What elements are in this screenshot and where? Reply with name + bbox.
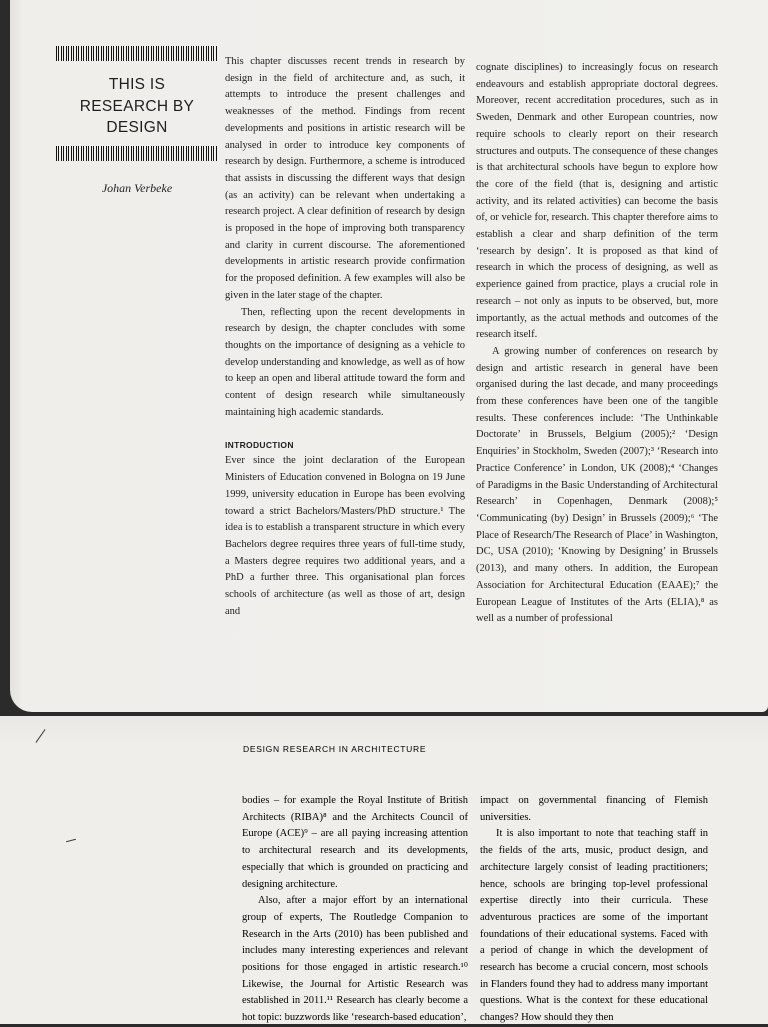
paragraph: Ever since the joint declaration of the European Ministers of Education convened in Bologna on 19 June 1999, university education in Europe has been evolving toward a strict Bachelors/Masters/PhD structure.¹ The idea is to establish a transparent structure in which every Bachelors degree requires three years of full-time study, a Masters degree requires two additional years, and a PhD a further three. This organisational plan forces schools of architecture (as well as those of art, design and	[225, 455, 465, 617]
margin-mark	[36, 729, 46, 743]
paragraph: cognate disciplines) to increasingly focus on research endeavours and establish appropriate doctoral degrees. Moreover, recent accreditation procedures, such as in Sweden, Denmark and other European countries, now require schools to clearly report on their research structures and outputs. The consequence of these changes is that architectural schools have begun to explore how the core of the field (that is, designing and artistic activity, and its related activities) can become the basis of, or vehicle for, research. This chapter therefore aims to establish a clear and sharp definition of the term ‘research by design’. It is proposed as that kind of research in which the process of designing, as well as experience gained from practice, plays a crucial role in research – not only as inputs to be observed, but, more importantly, as the actual methods and outcomes of the research itself.	[476, 62, 718, 341]
author-name: Johan Verbeke	[101, 181, 173, 195]
paragraph: impact on governmental financing of Flemish universities.	[480, 795, 708, 823]
title-line: THIS IS	[108, 76, 166, 93]
margin-mark	[66, 839, 76, 843]
page2-column-right	[480, 793, 708, 1027]
section-heading: INTRODUCTION	[225, 440, 294, 451]
page-top	[10, 0, 768, 712]
chapter-title	[56, 74, 218, 139]
paragraph: This chapter discusses recent trends in research by design in the field of architecture and, as such, it attempts to introduce the present challenges and weaknesses of the method. Findings from recent developments and positions in artistic research will be analysed in order to introduce key components of research by design. Furthermore, a scheme is introduced that assists in discussing the different ways that design (as an activity) can be relevant when undertaking a research project. A clear definition of research by design is proposed in the hope of improving both transparency and clarity in current discourse. The aforementioned developments in artistic research provide confirmation for the proposed definition. A few examples will also be given in the later stage of the chapter.	[225, 56, 465, 301]
running-head: DESIGN RESEARCH IN ARCHITECTURE	[243, 744, 427, 754]
title-line: DESIGN	[106, 119, 168, 136]
page1-column-right	[476, 60, 718, 628]
title-line: RESEARCH BY	[79, 97, 195, 115]
page1-column-left	[225, 54, 465, 621]
paragraph: bodies – for example the Royal Institute of British Architects (RIBA)⁸ and the Architects Council of Europe (ACE)⁹ – are all paying increasing attention to architectural research and its developments, especially that which is grounded on practicing and designing architecture.	[242, 795, 468, 890]
page2-column-left	[242, 793, 468, 1027]
decorative-bar-bottom	[56, 146, 218, 161]
decorative-bar-top	[56, 46, 218, 61]
paragraph: A growing number of conferences on research by design and artistic research in general have been organised during the last decade, and many proceedings from these conferences have been one of the tangible results. These conferences include: ‘The Unthinkable Doctorate’ in Brussels, Belgium (2005);² ‘Design Enquiries’ in Stockholm, Sweden (2007);³ ‘Research into Practice Conference’ in London, UK (2008);⁴ ‘Changes of Paradigms in the Basic Understanding of Architectural Research’ in Copenhagen, Denmark (2008);⁵ ‘Communicating (by) Design’ in Brussels (2009);⁶ ‘The Place of Research/The Research of Place’ in Washington, DC, USA (2010); ‘Knowing by Designing’ in Brussels (2013), and many others. In addition, the European Association for Architectural Education (EAAE);⁷ the European League of Institutes of the Arts (ELIA),⁸ as well as a number of professional	[476, 345, 718, 625]
paragraph: Also, after a major effort by an international group of experts, The Routledge Companion to Research in the Arts (2010) has been published and includes many interesting experiences and relevant positions for those engaged in artistic research.¹⁰ Likewise, the Journal for Artistic Research was established in 2011.¹¹ Research has clearly become a hot topic: buzzwords like ‘research-based education’,	[242, 895, 468, 1024]
paragraph: It is also important to note that teaching staff in the fields of the arts, music, product design, and architecture largely consist of leading practitioners; hence, schools are bringing top-level professional expertise directly into their curricula. These adventurous practices are some of the important foundations of their educational systems. Faced with a period of change in which the development of research has become a crucial concern, most schools in Flanders found they had to address many important questions. What is the context for these educational changes? How should they then	[480, 828, 708, 1024]
paragraph: Then, reflecting upon the recent developments in research by design, the chapter concludes with some thoughts on the importance of designing as a vehicle to develop understanding and knowledge, as well as of how to keep an open and liberal attitude toward the form and content of design research while simultaneously maintaining high academic standards.	[225, 306, 465, 418]
